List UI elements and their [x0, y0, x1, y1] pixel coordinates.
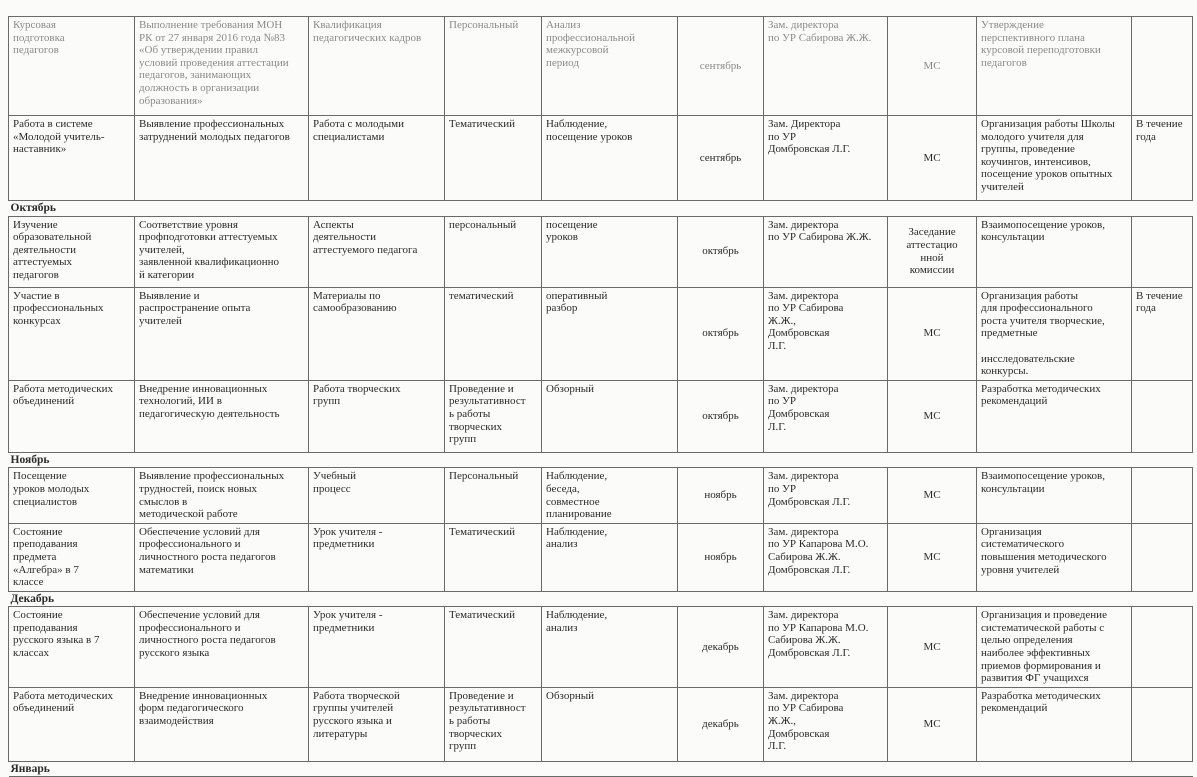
cell-control-type: Тематический [445, 607, 542, 688]
cell-responsible: Зам. директора по УР Сабирова Ж.Ж., Домбровская Л.Г. [764, 287, 888, 380]
cell-period [1132, 687, 1193, 761]
cell-responsible: Зам. директора по УР Сабирова Ж.Ж. [764, 216, 888, 287]
table-row [9, 468, 1193, 523]
cell-responsible: Зам. директора по УР Капарова М.О. Сабирова Ж.Ж. Домбровская Л.Г. [764, 523, 888, 591]
table-row [9, 216, 1193, 287]
cell-responsible: Зам. директора по УР Сабирова Ж.Ж., Домбровская Л.Г. [764, 687, 888, 761]
cell-review-place: МС [888, 116, 977, 201]
cell-control-type: Проведение и результативност ь работы творческих групп [445, 380, 542, 452]
cell-decision: Разработка методических рекомендаций [977, 380, 1132, 452]
cell-topic: Изучение образовательной деятельности аттестуемых педагогов [9, 216, 135, 287]
cell-object: Урок учителя - предметники [309, 523, 445, 591]
cell-decision: Организация работы Школы молодого учителя для группы, проведение коучингов, интенсивов, посещение уроков опытных учителей [977, 116, 1132, 201]
month-label: Январь [9, 761, 1193, 777]
cell-goal: Соответствие уровня профподготовки аттестуемых учителей, заявленной квалификационно й категории [135, 216, 309, 287]
cell-goal: Внедрение инновационных технологий, ИИ в педагогическую деятельность [135, 380, 309, 452]
cell-review-place: МС [888, 17, 977, 116]
cell-topic: Работа методических объединений [9, 380, 135, 452]
cell-review-place: МС [888, 523, 977, 591]
cell-goal: Выявление профессиональных трудностей, поиск новых смыслов в методической работе [135, 468, 309, 523]
cell-period [1132, 216, 1193, 287]
cell-control-type: Тематический [445, 116, 542, 201]
cell-decision: Организация и проведение систематической работы с целью определения наиболее эффективных приемов формирования и развития ФГ учащихся [977, 607, 1132, 688]
month-row [9, 452, 1193, 468]
cell-review-place: МС [888, 687, 977, 761]
cell-method: Наблюдение, посещение уроков [542, 116, 678, 201]
cell-decision: Взаимопосещение уроков, консультации [977, 468, 1132, 523]
cell-method: Анализ профессиональной межкурсовой период [542, 17, 678, 116]
table-row [9, 116, 1193, 201]
cell-method: посещение уроков [542, 216, 678, 287]
cell-object: Аспекты деятельности аттестуемого педагога [309, 216, 445, 287]
cell-object: Работа творческих групп [309, 380, 445, 452]
cell-deadline: ноябрь [678, 468, 764, 523]
table-row [9, 287, 1193, 380]
cell-deadline: октябрь [678, 216, 764, 287]
plan-table-body [9, 17, 1193, 777]
cell-decision: Разработка методических рекомендаций [977, 687, 1132, 761]
cell-method: Наблюдение, беседа, совместное планирование [542, 468, 678, 523]
table-row [9, 687, 1193, 761]
cell-topic: Посещение уроков молодых специалистов [9, 468, 135, 523]
month-row [9, 591, 1193, 607]
cell-topic: Участие в профессиональных конкурсах [9, 287, 135, 380]
table-row [9, 380, 1193, 452]
cell-topic: Состояние преподавания предмета «Алгебра» в 7 классе [9, 523, 135, 591]
cell-object: Работа с молодыми специалистами [309, 116, 445, 201]
cell-deadline: сентябрь [678, 17, 764, 116]
cell-decision: Организация систематического повышения методического уровня учителей [977, 523, 1132, 591]
cell-control-type: Персональный [445, 17, 542, 116]
cell-control-type: Проведение и результативност ь работы творческих групп [445, 687, 542, 761]
cell-topic: Курсовая подготовка педагогов [9, 17, 135, 116]
cell-period [1132, 607, 1193, 688]
cell-control-type: Тематический [445, 523, 542, 591]
cell-review-place: МС [888, 287, 977, 380]
table-row [9, 607, 1193, 688]
plan-table [8, 16, 1193, 777]
cell-object: Работа творческой группы учителей русского языка и литературы [309, 687, 445, 761]
cell-deadline: октябрь [678, 287, 764, 380]
cell-deadline: декабрь [678, 607, 764, 688]
cell-method: Наблюдение, анализ [542, 607, 678, 688]
cell-control-type: персональный [445, 216, 542, 287]
cell-review-place: МС [888, 380, 977, 452]
cell-review-place: Заседание аттестацио нной комиссии [888, 216, 977, 287]
cell-goal: Обеспечение условий для профессионального и личностного роста педагогов математики [135, 523, 309, 591]
cell-period [1132, 523, 1193, 591]
cell-deadline: декабрь [678, 687, 764, 761]
table-row [9, 17, 1193, 116]
cell-decision: Организация работы для профессионального роста учителя творческие, предметные инсследовательские конкурсы. [977, 287, 1132, 380]
cell-topic: Состояние преподавания русского языка в 7 классах [9, 607, 135, 688]
cell-method: оперативный разбор [542, 287, 678, 380]
cell-method: Наблюдение, анализ [542, 523, 678, 591]
cell-topic: Работа методических объединений [9, 687, 135, 761]
month-label: Ноябрь [9, 452, 1193, 468]
cell-goal: Выявление профессиональных затруднений молодых педагогов [135, 116, 309, 201]
table-row [9, 523, 1193, 591]
cell-period [1132, 468, 1193, 523]
cell-period: В течение года [1132, 287, 1193, 380]
cell-method: Обзорный [542, 380, 678, 452]
cell-decision: Утверждение перспективного плана курсовой переподготовки педагогов [977, 17, 1132, 116]
cell-responsible: Зам. Директора по УР Домбровская Л.Г. [764, 116, 888, 201]
cell-review-place: МС [888, 468, 977, 523]
cell-period [1132, 380, 1193, 452]
cell-object: Учебный процесс [309, 468, 445, 523]
cell-object: Материалы по самообразованию [309, 287, 445, 380]
cell-responsible: Зам. директора по УР Сабирова Ж.Ж. [764, 17, 888, 116]
cell-deadline: октябрь [678, 380, 764, 452]
cell-control-type: Персональный [445, 468, 542, 523]
month-row [9, 761, 1193, 777]
cell-responsible: Зам. директора по УР Домбровская Л.Г. [764, 380, 888, 452]
cell-review-place: МС [888, 607, 977, 688]
cell-responsible: Зам. директора по УР Домбровская Л.Г. [764, 468, 888, 523]
cell-period [1132, 17, 1193, 116]
cell-object: Урок учителя - предметники [309, 607, 445, 688]
cell-decision: Взаимопосещение уроков, консультации [977, 216, 1132, 287]
cell-responsible: Зам. директора по УР Капарова М.О. Сабирова Ж.Ж. Домбровская Л.Г. [764, 607, 888, 688]
month-label: Октябрь [9, 201, 1193, 217]
cell-control-type: тематический [445, 287, 542, 380]
cell-deadline: сентябрь [678, 116, 764, 201]
cell-topic: Работа в системе «Молодой учитель- наставник» [9, 116, 135, 201]
cell-goal: Внедрение инновационных форм педагогического взаимодействия [135, 687, 309, 761]
cell-deadline: ноябрь [678, 523, 764, 591]
cell-goal: Обеспечение условий для профессионального и личностного роста педагогов русского языка [135, 607, 309, 688]
cell-goal: Выявление и распространение опыта учителей [135, 287, 309, 380]
cell-object: Квалификация педагогических кадров [309, 17, 445, 116]
cell-method: Обзорный [542, 687, 678, 761]
cell-goal: Выполнение требования МОН РК от 27 января 2016 года №83 «Об утверждении правил условий проведения аттестации педагогов, занимающих должность в организации образования» [135, 17, 309, 116]
month-row [9, 201, 1193, 217]
cell-period: В течение года [1132, 116, 1193, 201]
month-label: Декабрь [9, 591, 1193, 607]
